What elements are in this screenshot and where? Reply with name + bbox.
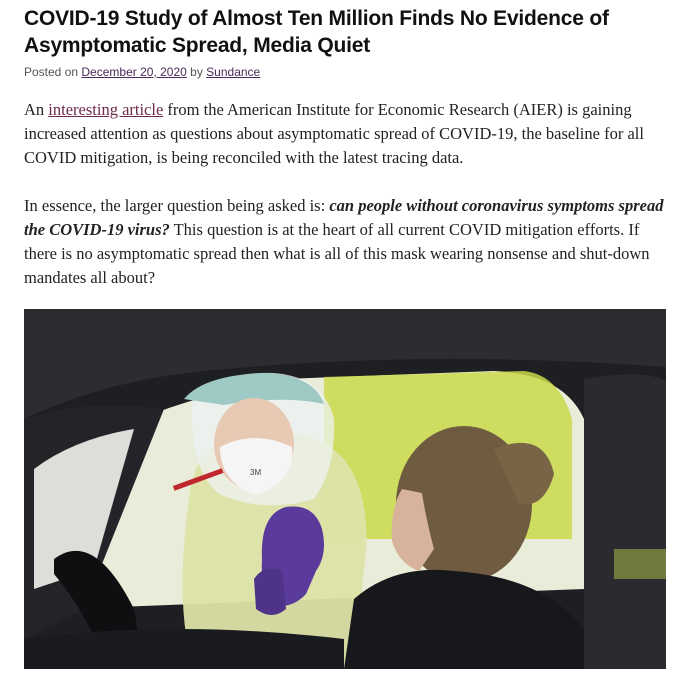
key-question-emphasis: can people without coronavirus symptoms spread the COVID-19 virus? [24, 196, 664, 239]
question-rest: This question is at the heart of all current COVID mitigation efforts. If there is no asymptomatic spread then what is all of this mask wearing nonsense and shut-down mandates all about? [24, 220, 650, 287]
question-paragraph [24, 194, 672, 290]
intro-paragraph [24, 98, 672, 170]
author-link[interactable]: Sundance [206, 65, 261, 79]
drive-through-test-photo [24, 309, 666, 669]
article-title: COVID-19 Study of Almost Ten Million Finds No Evidence of Asymptomatic Spread, Media Quiet [24, 7, 609, 57]
question-prefix: In essence, the larger question being asked is: [24, 196, 330, 215]
by-label: by [190, 65, 203, 79]
intro-prefix: An [24, 100, 49, 119]
mask-label: 3M [250, 468, 262, 477]
post-date-link[interactable]: December 20, 2020 [81, 65, 187, 79]
article [24, 0, 672, 290]
interesting-article-link[interactable]: interesting article [48, 100, 164, 119]
post-meta [24, 64, 672, 80]
intro-rest: from the American Institute for Economic Research (AIER) is gaining increased attention as questions about asymptomatic spread of COVID-19, the baseline for all COVID mitigation, is being reconciled with the latest tracing data. [24, 100, 644, 167]
article-photo [24, 309, 666, 669]
posted-on-label: Posted on [24, 65, 79, 79]
